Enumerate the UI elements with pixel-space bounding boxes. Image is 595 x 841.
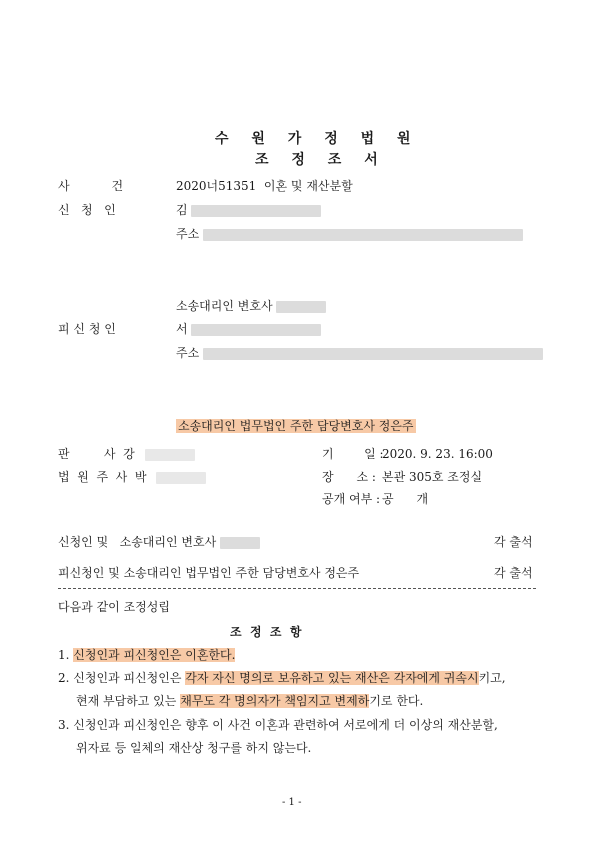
term-1-number: 1. — [58, 648, 70, 662]
judge-line — [58, 447, 195, 461]
redacted-clerk-name — [156, 472, 206, 484]
page-number: - 1 - — [282, 797, 302, 808]
respondent-name — [176, 322, 321, 336]
address-label: 주소 — [176, 227, 200, 241]
applicant-lawyer — [176, 299, 326, 313]
redacted-applicant-address — [203, 229, 523, 241]
date-label: 기 일 : — [322, 447, 384, 461]
redacted-applicant-name — [191, 205, 321, 217]
case-label: 사 건 — [58, 179, 124, 193]
applicant-name — [176, 203, 321, 217]
term-1-text: 신청인과 피신청인은 이혼한다. — [73, 648, 236, 662]
applicant-address — [176, 227, 523, 241]
term-2-highlight-1: 각자 자신 명의로 보유하고 있는 재산은 각자에게 귀속시 — [185, 671, 479, 685]
public-label: 공개 여부 : — [322, 492, 381, 506]
date-value: 2020. 9. 23. 16:00 — [382, 447, 493, 461]
place-value: 본관 305호 조정실 — [382, 470, 483, 484]
term-3-line-1 — [58, 718, 498, 732]
term-2-text-a: 신청인과 피신청인은 — [73, 671, 186, 685]
respondent-address — [176, 346, 543, 360]
redacted-respondent-name — [191, 324, 321, 336]
term-2-text-c: 현재 부담하고 있는 — [76, 694, 181, 708]
case-value: 2020너51351 이혼 및 재산분할 — [176, 179, 353, 193]
address-label: 주소 — [176, 346, 200, 360]
attendance-respondent-status: 각 출석 — [494, 566, 533, 580]
divider — [58, 588, 536, 589]
clerk-label: 법 원 주 사 박 — [58, 470, 147, 484]
term-3-line-2: 위자료 등 일체의 재산상 청구를 하지 않는다. — [76, 741, 312, 755]
attendance-applicant-status: 각 출석 — [494, 535, 533, 549]
attendance-applicant-text: 신청인 및 소송대리인 변호사 — [58, 535, 217, 549]
applicant-label: 신 청 인 — [58, 203, 116, 217]
redacted-respondent-address — [203, 348, 543, 360]
term-2-highlight-2: 채무도 각 명의자가 책임지고 변제하 — [180, 694, 370, 708]
applicant-lawyer-label: 소송대리인 변호사 — [176, 299, 273, 313]
terms-heading: 조 정 조 항 — [230, 625, 302, 639]
term-2-text-b: 키고, — [478, 671, 506, 685]
term-1 — [58, 648, 235, 662]
applicant-name-prefix: 김 — [176, 203, 188, 217]
respondent-label: 피 신 청 인 — [58, 322, 116, 336]
document-title: 조 정 조 서 — [255, 152, 387, 168]
redacted-applicant-lawyer — [276, 301, 326, 313]
respondent-name-prefix: 서 — [176, 322, 188, 336]
attendance-applicant — [58, 535, 260, 549]
term-2-text-d: 기로 한다. — [369, 694, 424, 708]
term-2-line-1 — [58, 671, 506, 685]
term-2-line-2 — [76, 694, 423, 708]
term-3-number: 3. — [58, 718, 70, 732]
court-name: 수 원 가 정 법 원 — [215, 131, 420, 147]
redacted-attendance-lawyer — [220, 537, 260, 549]
judge-label: 판 사 강 — [58, 447, 135, 461]
term-2-number: 2. — [58, 671, 70, 685]
respondent-lawyer: 소송대리인 법무법인 주한 담당변호사 정은주 — [178, 419, 414, 433]
redacted-judge-name — [145, 449, 195, 461]
place-label: 장 소 : — [322, 470, 376, 484]
attendance-respondent: 피신청인 및 소송대리인 법무법인 주한 담당변호사 정은주 — [58, 566, 360, 580]
settlement-intro: 다음과 같이 조정성립 — [58, 600, 170, 614]
clerk-line — [58, 470, 206, 484]
public-value: 공 개 — [382, 492, 429, 506]
term-3-text-1: 신청인과 피신청인은 향후 이 사건 이혼과 관련하여 서로에게 더 이상의 재산분할, — [73, 718, 498, 732]
